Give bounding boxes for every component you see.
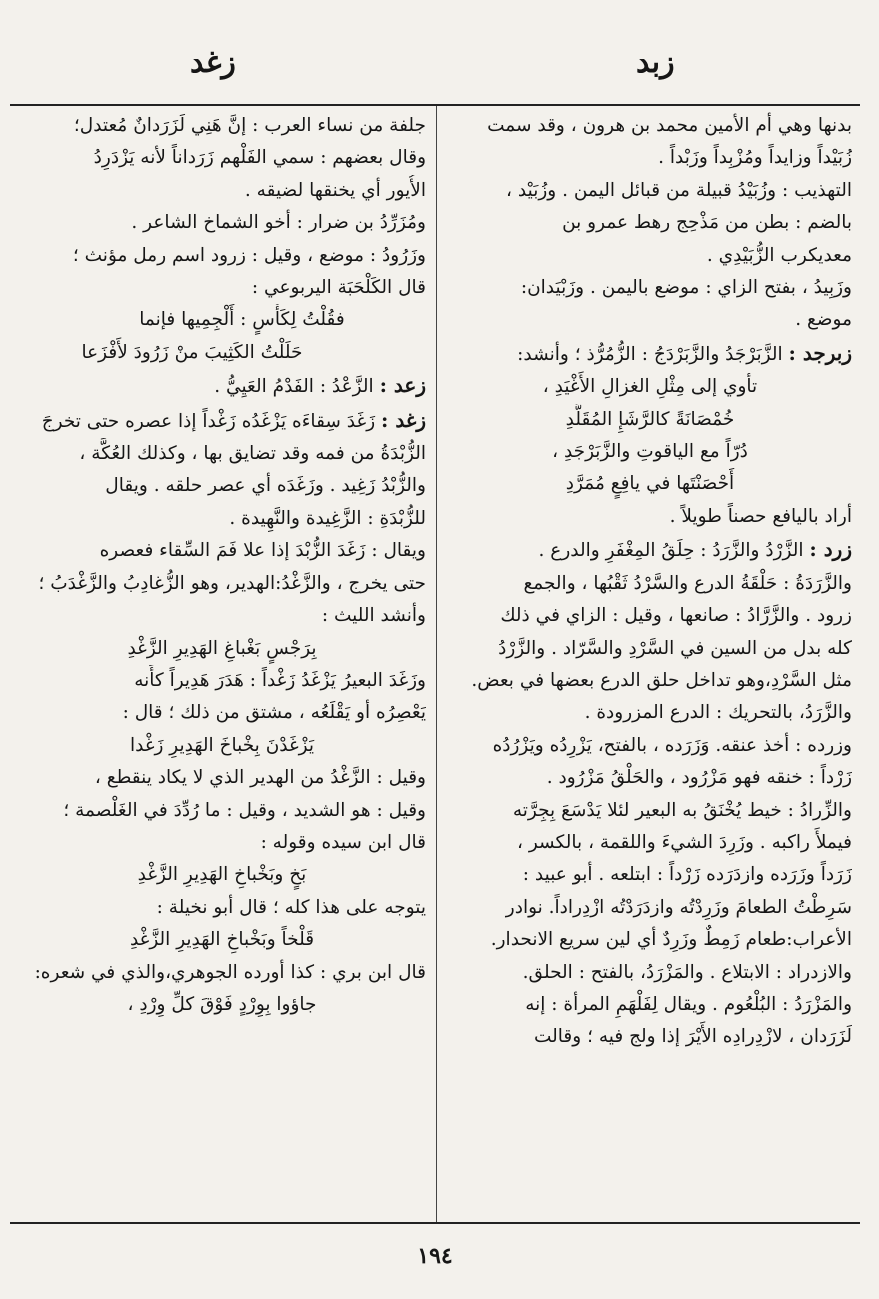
text-line: ويقال : زَغَدَ الزُّبْدَ إذا علا فَمَ السِّقاء فعصره [99,540,426,562]
text-line: كله بدل من السين في السَّرْدِ والسَّرّاد . والزَّرْدُ [498,637,852,659]
text-line: والزَّرَدَةُ : حَلْقَةُ الدرع والسَّرْدُ ثَقْبُها ، والجمع [523,572,852,594]
verse-line: يَزْغَدْنَ بِخْباخَ الهَدِيرِ زَغْدا [129,734,315,756]
text-line: مثل السَّرْدِ،وهو تداخل حلق الدرع بعضها في بعض. [471,669,852,691]
right-column [448,110,852,1054]
verse-line: دُرّاً مع الياقوتِ والزَّبَرْجَدِ ، [552,441,748,463]
text-line: والزَّرَدُ، بالتحريك : الدرع المزرودة . [584,702,852,724]
verse-line: حَلَلْتُ الكَثِيبَ منْ زَرُودَ لأَفْزَعا [81,341,303,363]
text-line: قال ابن سيده وقوله : [260,831,426,853]
text-line: زرود . والزَّرَّادُ : صانعها ، وقيل : الزاي في ذلك [500,605,852,627]
verse-line: تأوي إلى مِثْلِ الغزالِ الأَغْيَدِ ، [542,376,758,398]
text-line: سَرِطْتُ الطعامَ وزَرِدْتُه وازدَرَدْتُه ازْدِراداً. نوادر [505,896,852,918]
text-line: يتوجه على هذا كله ؛ قال أبو نخيلة : [156,896,426,918]
verse-line: بِرَجْسٍ بَغْباغِ الهَدِيرِ الزَّغْدِ [127,637,317,659]
text-line: وزَرُودُ : موضع ، وقيل : زرود اسم رمل مؤنث ؛ [72,244,426,266]
text-line: فيملأَ راكبه . وزَرِدَ الشيءَ واللقمة ، بالكسر ، [516,831,852,853]
verse-line: أَحْصَنْتَها في يافِعٍ مُمَرَّدِ [565,473,735,495]
left-column [18,110,426,1021]
text-line: لَزَرَدان ، لازْدِرادِه الأَيْرَ إذا ولج فيه ؛ وقالت [533,1026,852,1048]
verse-line: جاؤوا بِوِرْدٍ فَوْقَ كلِّ وِرْدِ ، [127,993,317,1015]
footer-rule [10,1222,860,1224]
text-line: ومُزَرِّدُ بن ضرار : أخو الشماخ الشاعر . [131,212,426,234]
entry-line [448,337,852,371]
verse-line: بَخٍ وبَخْباخِ الهَدِيرِ الزَّغْدِ [137,864,307,886]
text-line: يَعْصِرُه أو يَقْلَعُه ، مشتق من ذلك ؛ قال : [122,702,426,724]
running-head-left: زغد [190,45,236,80]
entry-text: الزَّعْدُ : الفَدْمُ العَيِيُّ . [214,376,374,398]
headword: زغد : [381,407,426,432]
text-line: للزُّبْدَةِ : الزَّغِيدة والنَّهِيدة . [229,507,426,529]
entry-line [18,404,426,438]
text-line: الأُيور أي يخنقها لضيقه . [244,179,426,201]
text-line: وزرده : أخذ عنقه. وَزَرَده ، بالفتح، يَزْرِدُه ويَزْرُدُه [492,734,852,756]
text-line: وقيل : الزَّغْدُ من الهدير الذي لا يكاد ينقطع ، [94,767,426,789]
running-head-right: زبد [636,45,675,80]
verse-line: خُمْصَانَةً كالرَّشَإِ المُقَلَّدِ [565,408,735,430]
text-line: وقيل : هو الشديد ، وقيل : ما رُدِّدَ في الغَلْصمة ؛ [63,799,426,821]
text-line: زُبَيْداً وزايداً ومُزْبِداً وزَبْداً . [658,147,852,169]
text-line: والازدراد : الابتلاع . والمَزْرَدُ، بالفتح : الحلق. [522,961,852,983]
entry-line [18,369,426,403]
text-line: أراد باليافع حصناً طويلاً . [669,505,852,527]
column-divider [436,106,437,1222]
text-line: والزُّبْدُ زَغِيد . وزَغَدَه أي عصر حلقه . ويقال [105,475,426,497]
text-line: وزَبِيدُ ، بفتح الزاي : موضع باليمن . وزَبْيَدان: [520,277,852,299]
entry-text: زَغَدَ سِقاءَه يَزْغَدُه زَغْداً إذا عصره حتى تخرجَ [41,410,376,432]
verse-line: فقُلْتُ لِكَأْسٍ : أَلْجِمِيها فإنما [139,309,345,331]
text-line: والزِّرادُ : خيط يُخْنَقُ به البعير لئلا يَدْسَعَ بِجِرَّته [512,799,852,821]
text-line: الزُّبْدَةُ من فمه وقد تضايق بها ، وكذلك العُكَّة ، [79,443,426,465]
text-line: معديكرب الزُّبَيْدِي . [706,244,852,266]
text-line: زَرَداً وزَرَده وازدَرَده زَرْداً : ابتلعه . أبو عبيد : [522,864,852,886]
header-rule [10,104,860,106]
text-line: قال ابن بري : كذا أورده الجوهري،والذي في شعره: [34,961,426,983]
headword: زرد : [809,537,852,562]
text-line: بدنها وهي أم الأمين محمد بن هرون ، وقد سمت [487,115,852,136]
headword: زعد : [379,373,426,398]
text-line: حتى يخرج ، والزَّغْدُ:الهدير، وهو الزُّغادِبُ والزَّغْدَبُ ؛ [38,572,426,594]
text-line: جلفة من نساء العرب : إنَّ هَنِي لَزَرَدانٌ مُعتدل؛ [73,115,426,136]
text-line: قال الكَلْحَبَة اليربوعي : [251,277,426,299]
text-line: الأعراب:طعام زَمِطٌ وزَرِدٌ أي لين سريع الانحدار. [490,929,852,951]
entry-text: الزَّرْدُ والزَّرَدُ : حِلَقُ المِغْفَرِ والدرع . [538,540,804,562]
text-line: زَرْداً : خنقه فهو مَزْرُود ، والحَلْقُ مَزْرُود . [546,767,852,789]
text-line: التهذيب : وزُبَيْدُ قبيلة من قبائل اليمن . وزُبَيْد ، [506,179,852,201]
entry-line [448,533,852,567]
headword: زبرجد : [788,340,852,365]
text-line: والمَزْرَدُ : البُلْعُوم . ويقال لِفَلْهَمِ المرأة : إنه [525,993,852,1015]
text-line: وزَغَدَ البعيرُ يَزْغَدُ زَغْداً : هَدَرَ هَدِيراً كأَنه [134,669,426,691]
verse-line: قَلْخاً وبَخْباخِ الهَدِيرِ الزَّغْدِ [129,929,315,951]
text-line: وقال بعضهم : سمي الفَلْهم زَرَداناً لأنه يَزْدَرِدُ [93,147,426,169]
entry-text: الزَّبَرْجَدُ والزَّبَرْدَجُ : الزُّمُرُّذ ؛ وأنشد: [517,343,783,365]
text-line: بالضم : بطن من مَذْحِج رهط عمرو بن [562,212,852,234]
text-line: موضع . [795,309,852,331]
page-number: ١٩٤ [417,1243,453,1269]
text-line: وأنشد الليث : [321,605,426,627]
